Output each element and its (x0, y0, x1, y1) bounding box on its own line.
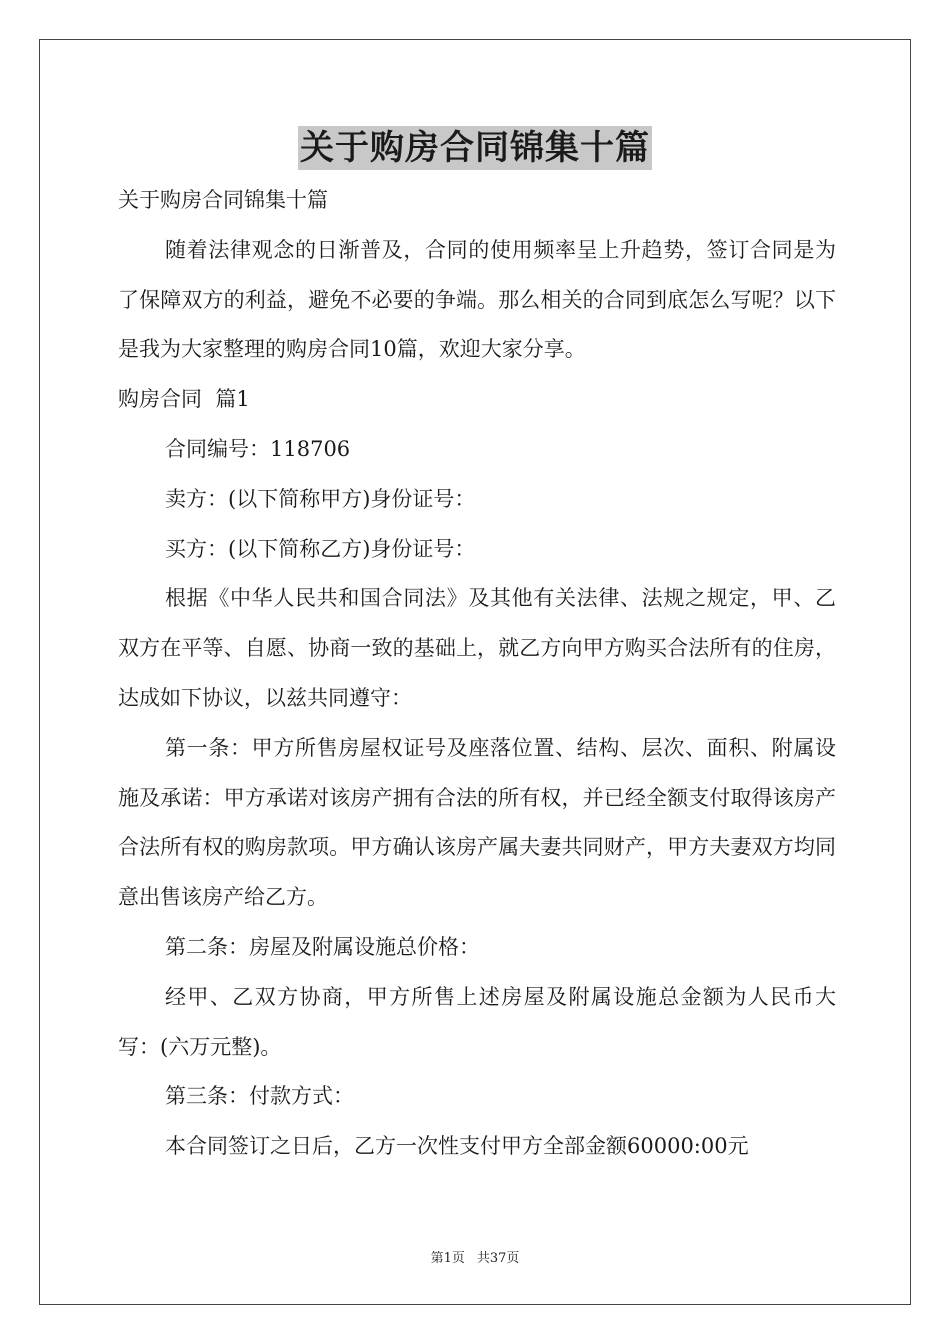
subtitle-line: 关于购房合同锦集十篇 (118, 188, 328, 212)
article-3-heading: 第三条：付款方式： (165, 1084, 354, 1109)
document-body (118, 176, 836, 1172)
section-heading: 购房合同 篇1 (118, 387, 250, 412)
page-total: 共37页 (476, 1251, 520, 1266)
page-footer (0, 1247, 950, 1266)
seller-line: 卖方：(以下简称甲方)身份证号： (165, 486, 476, 511)
article-1-paragraph: 第一条：甲方所售房屋权证号及座落位置、结构、层次、面积、附属设施及承诺：甲方承诺对该房产拥有合法的所有权，并已经全额支付取得该房产合法所有权的购房款项。甲方确认该房产属夫妻共同财产，甲方夫妻双方均同意出售该房产给乙方。 (118, 735, 836, 910)
buyer-line: 买方：(以下简称乙方)身份证号： (165, 536, 476, 561)
article-3-paragraph: 本合同签订之日后，乙方一次性支付甲方全部金额60000:00元 (165, 1134, 749, 1159)
page-number: 第1页 (430, 1251, 465, 1266)
article-2-paragraph: 经甲、乙双方协商，甲方所售上述房屋及附属设施总金额为人民币大写：(六万元整)。 (118, 984, 836, 1059)
intro-paragraph: 随着法律观念的日渐普及，合同的使用频率呈上升趋势，签订合同是为了保障双方的利益，避免不必要的争端。那么相关的合同到底怎么写呢？以下是我为大家整理的购房合同10篇，欢迎大家分享。 (118, 237, 836, 362)
document-title: 关于购房合同锦集十篇 (300, 128, 650, 168)
contract-number: 合同编号：118706 (165, 436, 351, 461)
preamble-paragraph: 根据《中华人民共和国合同法》及其他有关法律、法规之规定，甲、乙双方在平等、自愿、协商一致的基础上，就乙方向甲方购买合法所有的住房，达成如下协议，以兹共同遵守： (118, 586, 836, 710)
article-2-heading: 第二条：房屋及附属设施总价格： (165, 934, 480, 959)
title-wrap (0, 126, 950, 170)
